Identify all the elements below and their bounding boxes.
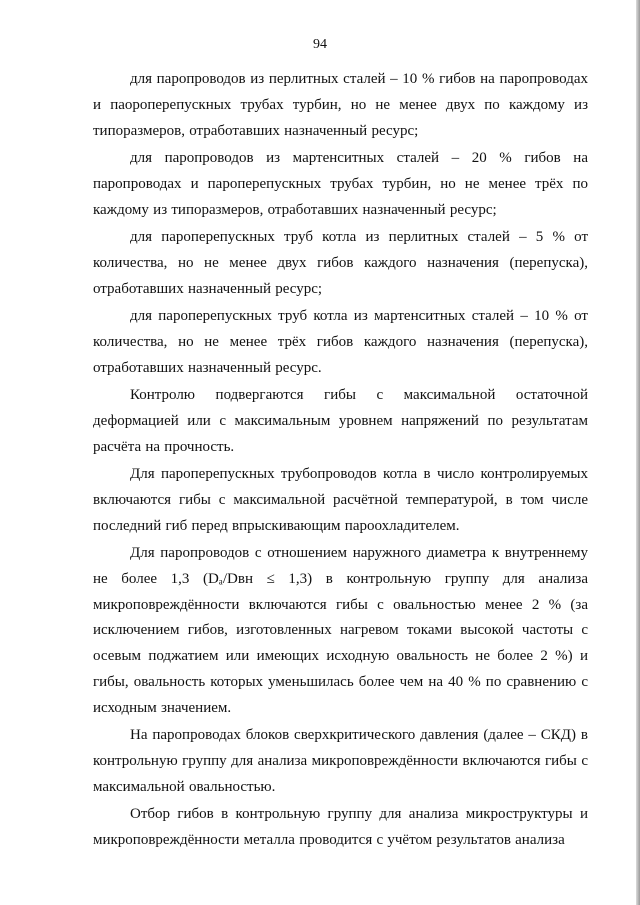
body-text [93, 67, 588, 855]
paragraph-control-subject: Контролю подвергаются гибы с максимальной остаточной деформацией или с максимальным уровнем напряжений по результатам расчёта на прочность. [93, 386, 588, 455]
paragraph-martensite-boiler-tubes: для пароперепускных труб котла из мартенситных сталей – 10 % от количества, но не менее трёх гибов каждого назначения (перепуска), отработавших назначенный ресурс. [93, 307, 588, 376]
paragraph-perlite-pipelines: для паропроводов из перлитных сталей – 10 % гибов на паропроводах и паороперепускных трубах турбин, но не менее двух по каждому из типоразмеров, отработавших назначенный ресурс; [93, 71, 588, 139]
paragraph-selection: Отбор гибов в контрольную группу для анализа микроструктуры и микроповреждённости металла проводится с учётом результатов анализа [93, 806, 588, 848]
paragraph-bypass-pipelines: Для пароперепускных трубопроводов котла в число контролируемых включаются гибы с максимальной расчётной температурой, в том числе последний гиб перед впрыскивающим пароохладителем. [93, 465, 588, 534]
paragraph-diameter-ratio: Для паропроводов с отношением наружного диаметра к внутреннему не более 1,3 (Dₐ/Dвн ≤ 1,3) в контрольную группу для анализа микроповреждённости включаются гибы с овальностью менее 2 % (за исключением гибов, изготовленных нагревом токами высокой частоты с осевым поджатием или имеющих исходную овальность не более 2 %) и гибы, овальность которых уменьшилась более чем на 40 % по сравнению с исходным значением. [93, 544, 588, 716]
paragraph-perlite-boiler-tubes: для пароперепускных труб котла из перлитных сталей – 5 % от количества, но не менее двух гибов каждого назначения (перепуска), отработавших назначенный ресурс; [93, 228, 588, 297]
paragraph-martensite-pipelines: для паропроводов из мартенситных сталей – 20 % гибов на паропроводах и пароперепускных трубах турбин, но не менее трёх по каждому из типоразмеров, отработавших назначенный ресурс; [93, 149, 588, 218]
paragraph-skd-blocks: На паропроводах блоков сверхкритического давления (далее – СКД) в контрольную группу для анализа микроповреждённости включаются гибы с максимальной овальностью. [93, 727, 588, 795]
scan-edge [636, 0, 640, 905]
page-number: 94 [313, 37, 327, 52]
